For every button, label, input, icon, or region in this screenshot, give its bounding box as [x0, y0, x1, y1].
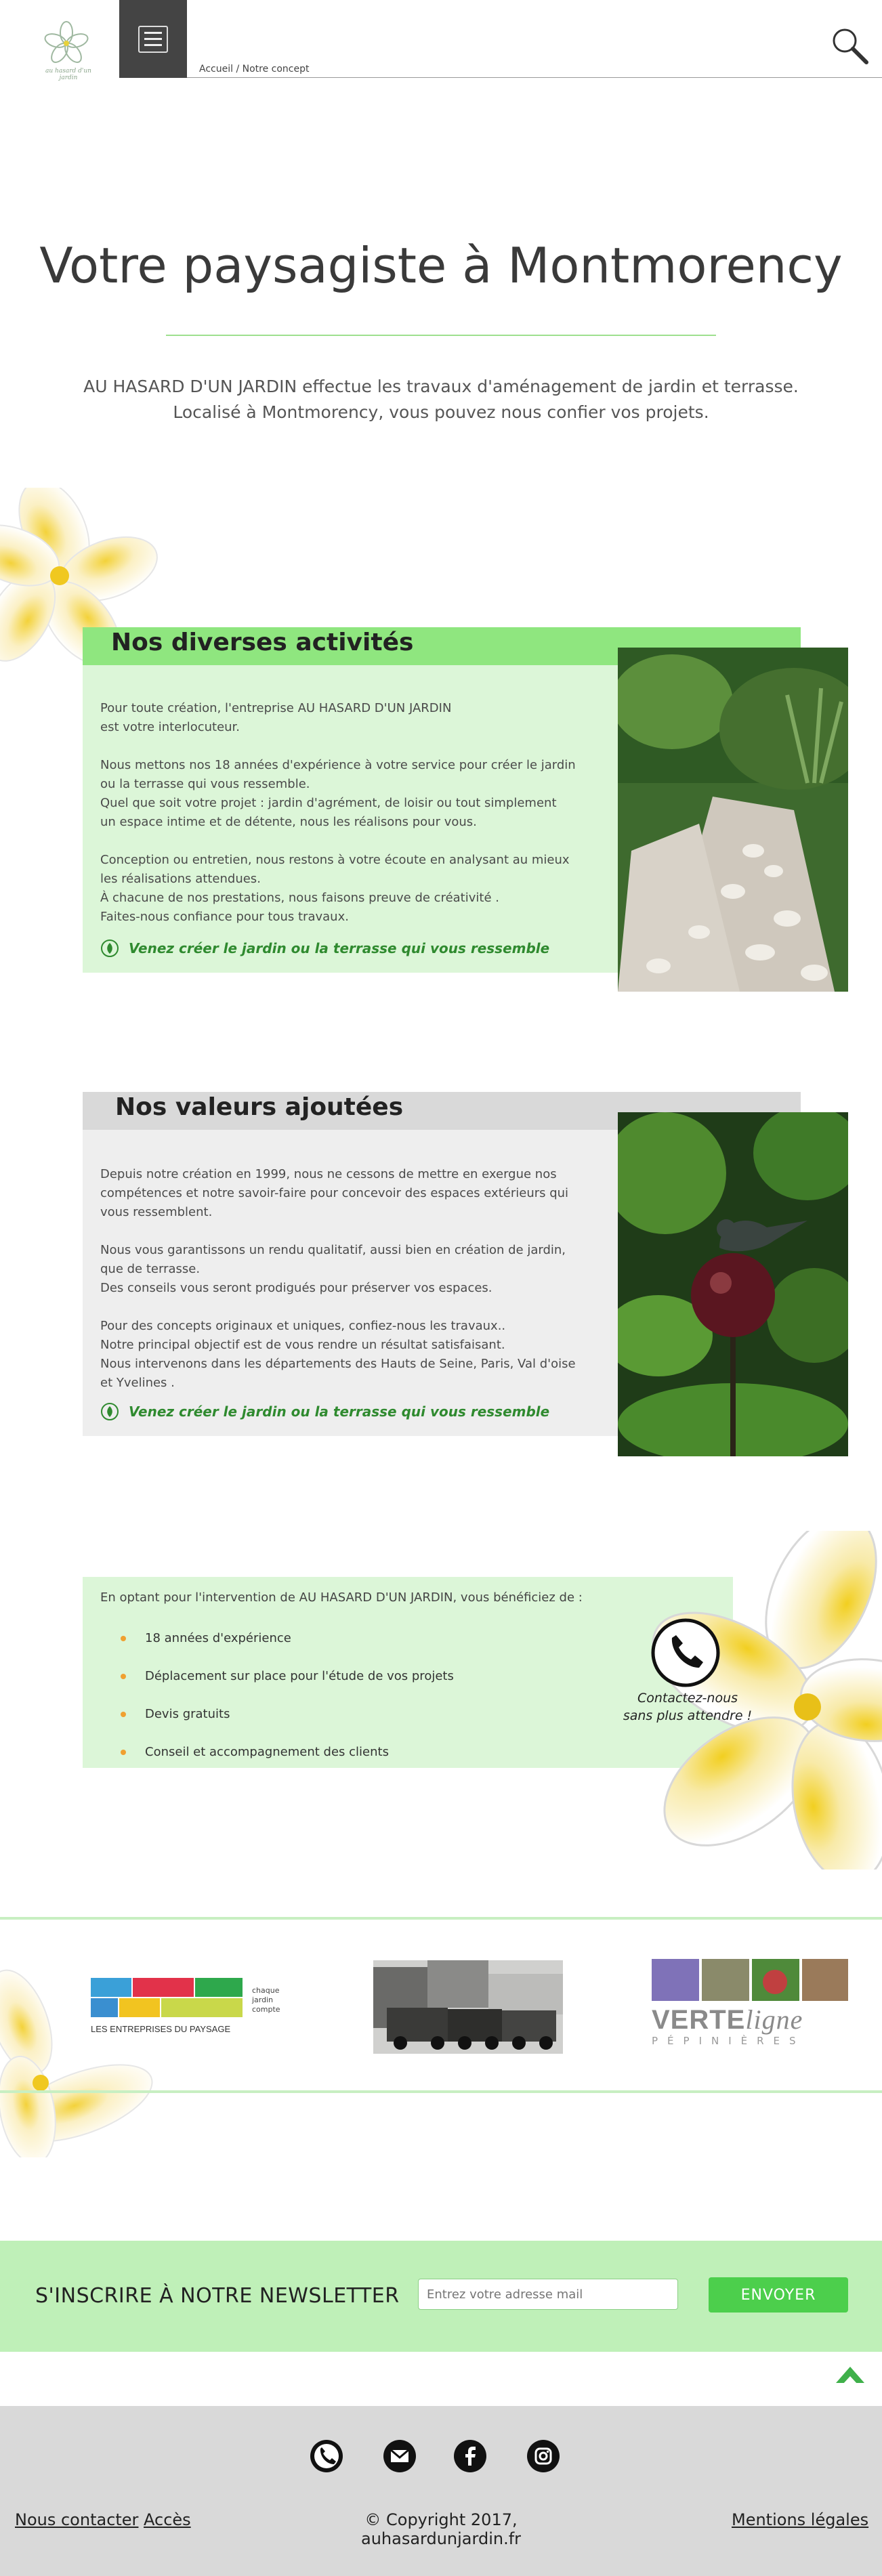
- partner-name: LES ENTREPRISES DU PAYSAGE: [91, 2024, 231, 2034]
- footer: [0, 2406, 882, 2576]
- intro-text: [68, 374, 814, 425]
- cta-label: Venez créer le jardin ou la terrasse qui vous ressemble: [129, 1403, 550, 1420]
- intro-line: Localisé à Montmorency, vous pouvez nous confier vos projets.: [173, 402, 709, 422]
- benefit-label: Conseil et accompagnement des clients: [145, 1745, 389, 1759]
- values-cta-link[interactable]: [100, 1402, 549, 1421]
- newsletter-email-input[interactable]: [418, 2279, 678, 2310]
- phone-icon: [309, 2438, 344, 2474]
- page-title: Votre paysagiste à Montmorency: [39, 237, 843, 294]
- partner-logo-entreprises-du-paysage[interactable]: [88, 1972, 285, 2040]
- header-divider: [187, 77, 882, 78]
- intro-line: AU HASARD D'UN JARDIN effectue les travaux d'aménagement de jardin et terrasse.: [83, 377, 799, 396]
- trucks-photo: [373, 1960, 563, 2054]
- text-line: À chacune de nos prestations, nous faisons preuve de créativité .: [100, 891, 499, 905]
- newsletter-submit-button[interactable]: ENVOYER: [709, 2277, 848, 2313]
- bullet-icon: [121, 1636, 126, 1641]
- search-button[interactable]: [830, 26, 870, 66]
- back-to-top-button[interactable]: [835, 2364, 866, 2387]
- bullet-icon: [121, 1750, 126, 1755]
- leaf-icon: [100, 1402, 119, 1421]
- breadcrumb-home-link[interactable]: Accueil: [199, 64, 233, 75]
- footer-mail-link[interactable]: [382, 2438, 417, 2474]
- instagram-icon: [526, 2438, 561, 2474]
- benefit-label: Déplacement sur place pour l'étude de vos projets: [145, 1669, 454, 1683]
- text-line: Notre principal objectif est de vous rendre un résultat satisfaisant.: [100, 1338, 505, 1352]
- partners-top-divider: [0, 1917, 882, 1920]
- verte-ligne-wordmark: [652, 2004, 803, 2035]
- text-line: Nous intervenons dans les départements des Hauts de Seine, Paris, Val d'oise: [100, 1357, 576, 1371]
- text-line: est votre interlocuteur.: [100, 720, 240, 734]
- benefit-item: [121, 1669, 454, 1683]
- verte-ligne-subtitle: PÉPINIÈRES: [652, 2035, 805, 2047]
- facebook-icon: [453, 2438, 488, 2474]
- contact-phone-button[interactable]: [650, 1618, 721, 1688]
- footer-phone-link[interactable]: [309, 2438, 344, 2474]
- text-line: Conception ou entretien, nous restons à votre écoute en analysant au mieux: [100, 853, 570, 867]
- newsletter-title: S'INSCRIRE À NOTRE NEWSLETTER: [35, 2284, 400, 2308]
- text-line: ou la terrasse qui vous ressemble.: [100, 777, 310, 791]
- footer-legal-link[interactable]: Mentions légales: [732, 2510, 869, 2529]
- activities-text: [100, 699, 602, 946]
- benefit-item: [121, 1631, 291, 1645]
- copyright-text: © Copyright 2017, auhasardunjardin.fr: [360, 2510, 522, 2548]
- partner-tag: [252, 1986, 280, 2014]
- verte-word: VERTE: [652, 2005, 746, 2035]
- partner-tag-line: jardin: [252, 1996, 274, 2004]
- text-line: Quel que soit votre projet : jardin d'agrément, de loisir ou tout simplement: [100, 796, 557, 810]
- text-line: Depuis notre création en 1999, nous ne cessons de mettre en exergue nos: [100, 1167, 557, 1181]
- footer-access-link[interactable]: Accès: [144, 2510, 191, 2529]
- verte-ligne-photos: [652, 1959, 848, 2010]
- values-text: [100, 1165, 602, 1412]
- text-line: Pour toute création, l'entreprise AU HASARD D'UN JARDIN: [100, 701, 452, 715]
- text-line: un espace intime et de détente, nous les réalisons pour vous.: [100, 815, 477, 829]
- text-line: et Yvelines .: [100, 1376, 175, 1390]
- activities-cta-link[interactable]: [100, 939, 549, 958]
- bullet-icon: [121, 1712, 126, 1717]
- contact-line: sans plus attendre !: [623, 1708, 753, 1723]
- partners-bottom-divider: [0, 2090, 882, 2093]
- text-line: que de terrasse.: [100, 1262, 201, 1276]
- search-icon: [830, 26, 870, 66]
- benefits-intro: En optant pour l'intervention de AU HASARD D'UN JARDIN, vous bénéficiez de :: [100, 1590, 583, 1605]
- text-line: Nous mettons nos 18 années d'expérience à votre service pour créer le jardin: [100, 758, 576, 772]
- garden-bird-sculpture-photo: [618, 1112, 848, 1456]
- activities-title: Nos diverses activités: [111, 629, 414, 656]
- benefit-item: [121, 1745, 389, 1759]
- ligne-word: ligne: [745, 2004, 803, 2035]
- text-line: vous ressemblent.: [100, 1205, 213, 1219]
- text-line: Pour des concepts originaux et uniques, confiez-nous les travaux..: [100, 1319, 506, 1333]
- benefit-label: Devis gratuits: [145, 1707, 230, 1721]
- text-line: Faites-nous confiance pour tous travaux.: [100, 910, 349, 924]
- text-line: les réalisations attendues.: [100, 872, 261, 886]
- breadcrumb: [199, 64, 310, 75]
- site-logo[interactable]: [33, 15, 100, 83]
- partner-tag-line: compte: [252, 2005, 280, 2014]
- footer-facebook-link[interactable]: [453, 2438, 488, 2474]
- garden-stones-photo: [618, 648, 848, 992]
- menu-button[interactable]: [119, 0, 187, 78]
- cta-label: Venez créer le jardin ou la terrasse qui vous ressemble: [129, 940, 550, 956]
- menu-icon: [138, 26, 168, 53]
- footer-contact-link[interactable]: Nous contacter: [15, 2510, 139, 2529]
- footer-instagram-link[interactable]: [526, 2438, 561, 2474]
- text-line: Des conseils vous seront prodigués pour préserver vos espaces.: [100, 1281, 492, 1295]
- benefit-label: 18 années d'expérience: [145, 1631, 291, 1645]
- partner-tag-line: chaque: [252, 1986, 280, 1995]
- leaf-icon: [100, 939, 119, 958]
- text-line: compétences et notre savoir-faire pour concevoir des espaces extérieurs qui: [100, 1186, 569, 1200]
- values-title: Nos valeurs ajoutées: [115, 1093, 404, 1121]
- partner-logo-verte-ligne[interactable]: [652, 1959, 848, 2051]
- logo-text: au hasard d'un jardin: [45, 68, 91, 81]
- contact-line: Contactez-nous: [637, 1691, 738, 1706]
- contact-cta-text[interactable]: [610, 1689, 765, 1725]
- phone-icon: [650, 1618, 721, 1688]
- text-line: Nous vous garantissons un rendu qualitatif, aussi bien en création de jardin,: [100, 1243, 566, 1257]
- breadcrumb-separator: /: [233, 64, 243, 75]
- arrow-up-icon: [835, 2364, 866, 2387]
- partner-photo-trucks[interactable]: [373, 1960, 563, 2054]
- benefit-item: [121, 1707, 230, 1721]
- bullet-icon: [121, 1674, 126, 1679]
- title-divider: [166, 335, 716, 336]
- mail-icon: [382, 2438, 417, 2474]
- breadcrumb-current: Notre concept: [242, 64, 310, 75]
